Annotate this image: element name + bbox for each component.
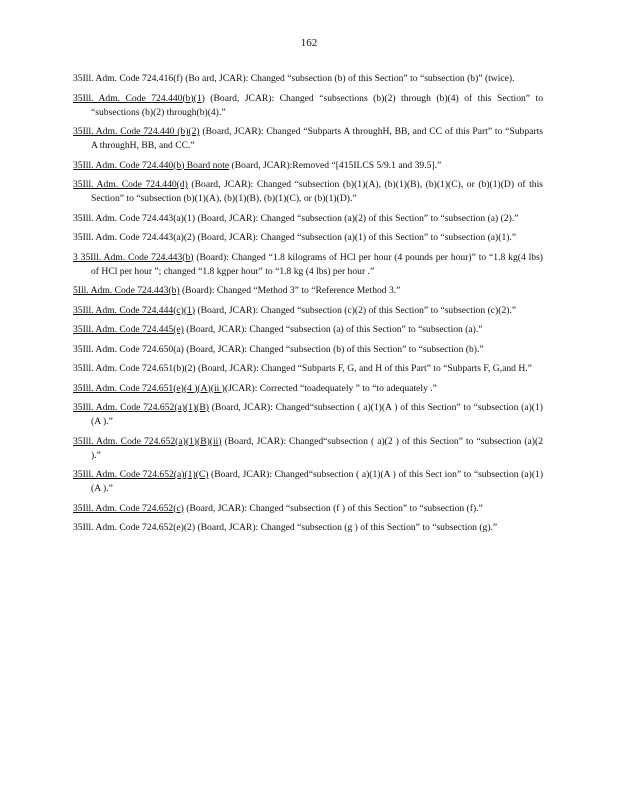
amendment-entry xyxy=(73,502,543,516)
amendment-entry xyxy=(73,72,543,86)
entry-citation: 35Ill. Adm. Code 724.444(c)(1) xyxy=(73,304,196,316)
amendment-entry xyxy=(73,435,543,463)
amendment-entry xyxy=(73,521,543,535)
amendment-entry xyxy=(73,362,543,376)
amendment-entry xyxy=(73,251,543,279)
entry-citation: 35Ill. Adm. Code 724.440(b)(1) xyxy=(73,92,205,104)
entry-description: (Board, JCAR): Changed “subsection (a)(2) of this Section” to “subsection (a) (2).” xyxy=(195,212,519,224)
entry-citation: 35Ill. Adm. Code 724.445(e) xyxy=(73,324,184,335)
entry-description: (Board, JCAR): Changed “Subparts A throughH, BB, and CC of this Part” to “Subparts A throughH, BB, and CC.” xyxy=(91,126,543,151)
entry-description: (Board, JCAR):Removed “[415ILCS 5/9.1 and 39.5].” xyxy=(229,159,442,171)
amendment-entry xyxy=(73,212,543,226)
entry-citation: 35Ill. Adm. Code 724.652(a)(1)(B) xyxy=(73,402,209,413)
entry-description: (Board): Changed “1.8 kilograms of HCl per hour (4 pounds per hour)” to “1.8 kg(4 lbs) of HCl per hour ”; changed “1.8 kgper hour” to “1.8 kg (4 lbs) per hour .” xyxy=(91,251,543,277)
entry-citation: 35Ill. Adm. Code 724.443(a)(2) xyxy=(73,232,196,243)
entry-description: (Board, JCAR): Changed “subsection (b) of this Section” to “subsection (b).” xyxy=(183,343,484,355)
entry-citation: 35Ill. Adm. Code 724.651(e)(4 )(A)(ii ) xyxy=(73,382,225,394)
amendment-entry xyxy=(73,382,543,396)
entry-description: (Board, JCAR): Changed “subsection (b)(1)(A), (b)(1)(B), (b)(1)(C), or (b)(1)(D) of this Section” to “subsection (b)(1)(A), (b)(1)(B), (b)(1)(C), or (b)(1)(D).” xyxy=(91,179,543,204)
entry-citation: 35Ill. Adm. Code 724.440 (b)(2) xyxy=(73,126,200,137)
entry-citation: 5Ill. Adm. Code 724.443(b) xyxy=(73,285,180,296)
entry-citation: 3 35Ill. Adm. Code 724.443(b) xyxy=(73,251,194,263)
amendment-entry xyxy=(73,92,543,120)
entry-description: (Board): Changed “Method 3” to “Reference Method 3.” xyxy=(179,285,401,296)
entry-description: (Board, JCAR): Changed“subsection ( a)(1)(A ) of this Sect ion” to “subsection (a)(1)(A ).” xyxy=(91,469,544,494)
amendment-entry xyxy=(73,231,543,245)
entry-citation: 35Ill. Adm. Code 724.652(a)(1)(C) xyxy=(73,469,209,480)
amendment-entry xyxy=(73,178,543,206)
amendment-entry xyxy=(73,304,543,318)
amendment-entry xyxy=(73,343,543,357)
entry-description: (Board, JCAR): Changed “subsection (g ) of this Section” to “subsection (g).” xyxy=(195,522,498,533)
entry-citation: 35Ill. Adm. Code 724.652(e)(2) xyxy=(73,522,196,533)
entry-citation: 35Ill. Adm. Code 724.440(b) Board note xyxy=(73,159,230,171)
entry-description: (Board, JCAR): Changed “subsection (f ) of this Section” to “subsection (f).” xyxy=(183,502,483,514)
entry-description: (Board, JCAR): Changed “subsection (a)(1) of this Section” to “subsection (a)(1).” xyxy=(195,232,517,243)
amendment-entry xyxy=(73,159,543,173)
amendment-entry xyxy=(73,401,543,429)
entry-description: (Board, JCAR): Changed “Subparts F, G, and H of this Part” to “Subparts F, G,and H.” xyxy=(195,363,532,374)
entry-citation: 35Ill. Adm. Code 724.440(d) xyxy=(73,179,188,190)
entry-description: (Board, JCAR): Changed“subsection ( a)(1)(A ) of this Section” to “subsection (a)(1)(A ).” xyxy=(91,402,543,427)
amendment-entry xyxy=(73,323,543,337)
entry-description: (Bo ard, JCAR): Changed “subsection (b) of this Section” to “subsection (b)” (twice). xyxy=(182,73,515,84)
amendment-entry xyxy=(73,284,543,298)
amendment-list xyxy=(73,72,543,541)
amendment-entry xyxy=(73,468,543,496)
entry-citation: 35Ill. Adm. Code 724.443(a)(1) xyxy=(73,212,196,224)
entry-citation: 35Ill. Adm. Code 724.650(a) xyxy=(73,343,184,355)
entry-citation: 35Ill. Adm. Code 724.416(f) xyxy=(73,73,183,84)
entry-description: (Board, JCAR): Changed“subsection ( a)(2 ) of this Section” to “subsection (a)(2 ).” xyxy=(91,435,543,461)
entry-description: (Board, JCAR): Changed “subsection (a) of this Section” to “subsection (a).” xyxy=(183,324,483,335)
entry-citation: 35Ill. Adm. Code 724.652(c) xyxy=(73,502,184,514)
entry-citation: 35Ill. Adm. Code 724.652(a)(1)(B)(ii) xyxy=(73,435,222,447)
entry-description: (Board, JCAR): Changed “subsections (b)(2) through (b)(4) of this Section” to “subsections (b)(2) through(b)(4).” xyxy=(91,92,544,118)
amendment-entry xyxy=(73,125,543,153)
entry-description: (JCAR): Corrected “toadequately ” to “to adequately .” xyxy=(224,382,437,394)
entry-description: (Board, JCAR): Changed “subsection (c)(2) of this Section” to “subsection (c)(2).” xyxy=(195,304,517,316)
page-number: 162 xyxy=(300,37,318,49)
entry-citation: 35Ill. Adm. Code 724.651(b)(2) xyxy=(73,363,196,374)
